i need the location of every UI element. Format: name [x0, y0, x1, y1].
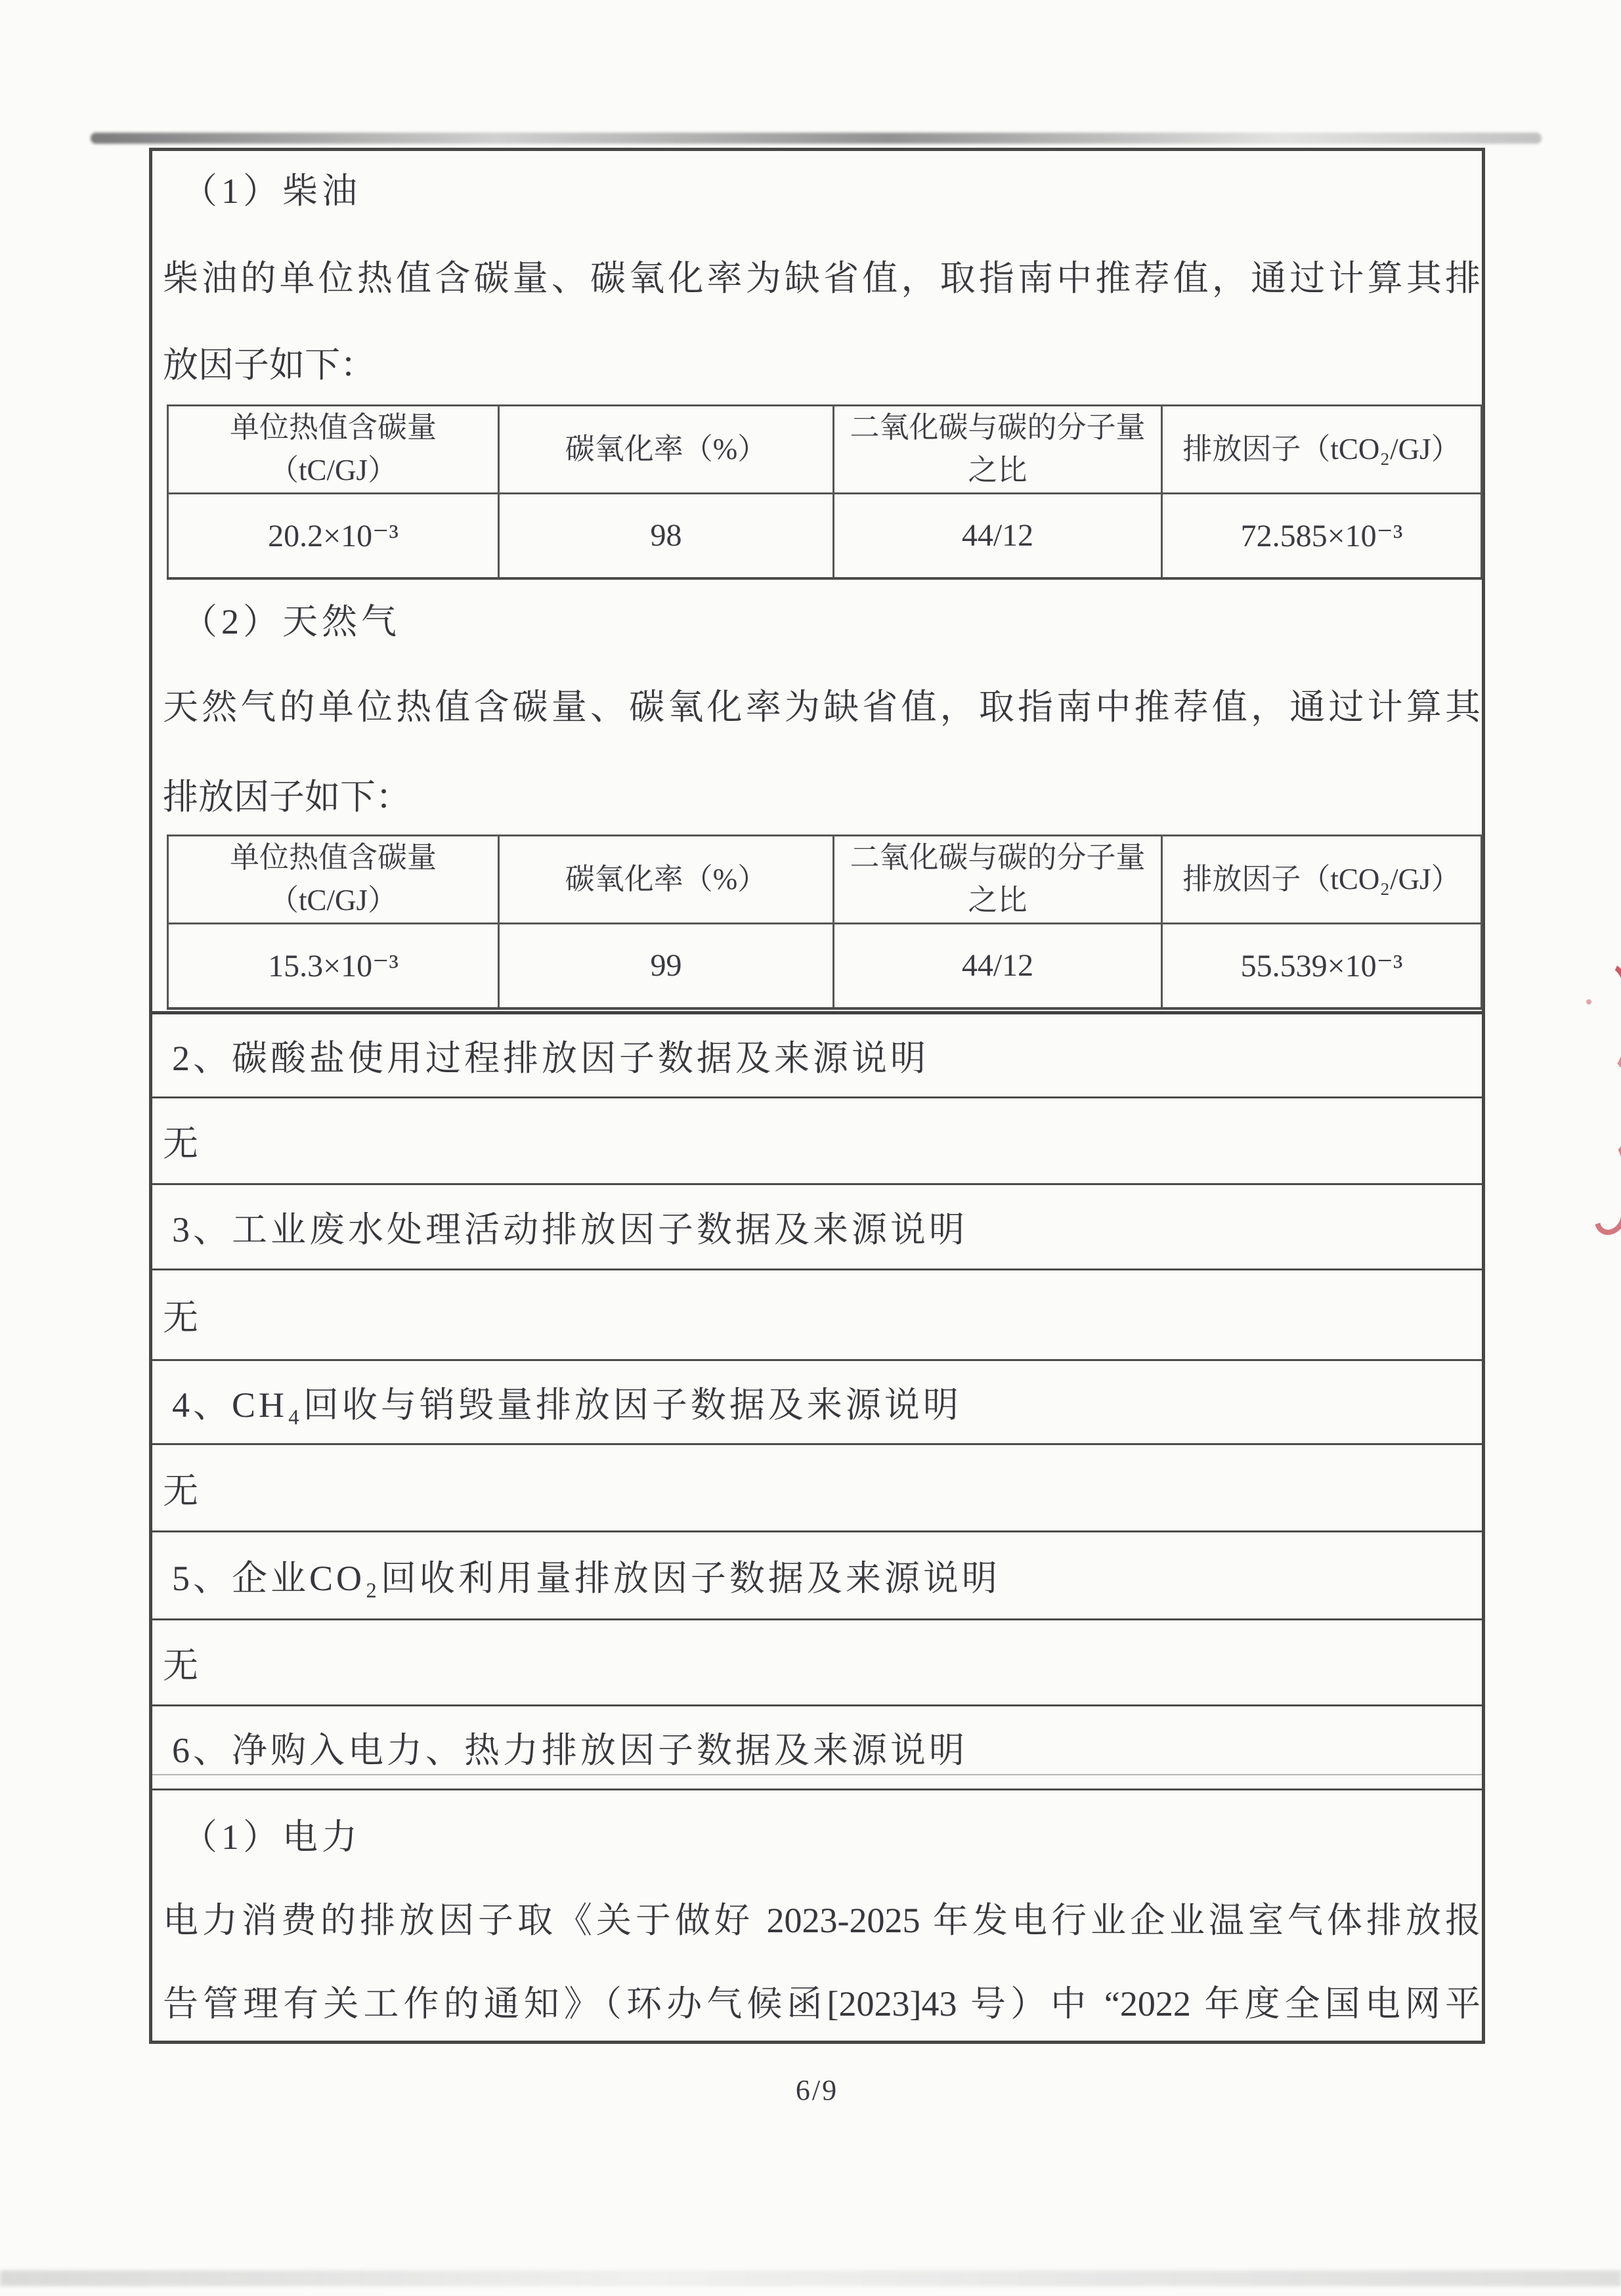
red-stamp-fragment: [1589, 1194, 1621, 1240]
diesel-heading: （1）柴油: [182, 171, 361, 211]
header-co2-carbon-ratio: 二氧化碳与碳的分子量 之比: [834, 406, 1162, 494]
electricity-cell: [152, 1788, 1482, 2041]
section-2-carbonate-title: 2、碳酸盐使用过程排放因子数据及来源说明: [152, 1011, 1482, 1096]
electricity-paragraph-line-1: 电力消费的排放因子取《关于做好 2023-2025 年发电行业企业温室气体排放报: [163, 1901, 1481, 1940]
red-stamp-fragment: [1603, 1033, 1621, 1072]
natural-gas-value-row: [168, 923, 1482, 1008]
diesel-value-row: [168, 493, 1482, 578]
header-co2-carbon-ratio: 二氧化碳与碳的分子量 之比: [834, 836, 1162, 924]
header-carbon-oxidation-rate: 碳氧化率（%）: [499, 836, 834, 924]
red-stamp-speck: [1586, 999, 1591, 1005]
section-5-co2-recovery-content: 无: [152, 1618, 1482, 1704]
section-3-wastewater-content: 无: [152, 1268, 1482, 1359]
natural-gas-heading: （2）天然气: [182, 602, 400, 641]
natural-gas-factor-table: [167, 834, 1482, 1010]
page-number: 6/9: [795, 2074, 839, 2106]
red-stamp-fragment: [1605, 1141, 1621, 1193]
table-header-row: [168, 836, 1482, 924]
header-emission-factor: 排放因子（tCO₂/GJ）: [1162, 406, 1482, 494]
gas-heat-carbon-content: 15.3×10⁻³: [168, 923, 499, 1008]
diesel-paragraph-line-1: 柴油的单位热值含碳量、碳氧化率为缺省值，取指南中推荐值，通过计算其排: [163, 259, 1481, 298]
section-6-purchased-electricity-title: 6、净购入电力、热力排放因子数据及来源说明: [152, 1704, 1482, 1788]
red-stamp-fragment: [1595, 959, 1621, 1009]
fuel-factor-cell: [152, 151, 1482, 1011]
header-carbon-oxidation-rate: 碳氧化率（%）: [499, 406, 834, 494]
natural-gas-paragraph-line-1: 天然气的单位热值含碳量、碳氧化率为缺省值，取指南中推荐值，通过计算其: [163, 687, 1481, 727]
section-2-carbonate-content: 无: [152, 1096, 1482, 1183]
natural-gas-paragraph-line-2: 排放因子如下：: [163, 777, 411, 817]
scan-smudge-top: [91, 133, 1542, 144]
diesel-emission-factor: 72.585×10⁻³: [1162, 493, 1482, 578]
section-5-co2-recovery-title: 5、企业CO₂回收利用量排放因子数据及来源说明: [152, 1530, 1482, 1618]
diesel-factor-table: [167, 404, 1482, 580]
diesel-co2-carbon-ratio: 44/12: [834, 493, 1162, 578]
diesel-heat-carbon-content: 20.2×10⁻³: [168, 493, 499, 578]
diesel-paragraph-line-2: 放因子如下：: [163, 345, 376, 385]
document-frame: [149, 148, 1485, 2044]
gas-emission-factor: 55.539×10⁻³: [1162, 923, 1482, 1008]
section-3-wastewater-title: 3、工业废水处理活动排放因子数据及来源说明: [152, 1183, 1482, 1268]
diesel-carbon-oxidation-rate: 98: [499, 493, 834, 578]
header-emission-factor: 排放因子（tCO₂/GJ）: [1162, 836, 1482, 924]
gas-co2-carbon-ratio: 44/12: [834, 923, 1162, 1008]
electricity-paragraph-line-2: 告管理有关工作的通知》（环办气候函[2023]43 号）中 “2022 年度全国电网平: [163, 1984, 1481, 2024]
header-heat-carbon-content: 单位热值含碳量 （tC/GJ）: [168, 836, 499, 924]
electricity-heading: （1）电力: [182, 1817, 361, 1857]
header-heat-carbon-content: 单位热值含碳量 （tC/GJ）: [168, 406, 499, 494]
section-4-ch4-recovery-title: 4、CH₄回收与销毁量排放因子数据及来源说明: [152, 1359, 1482, 1443]
scan-smudge-bottom: [0, 2270, 1621, 2286]
gas-carbon-oxidation-rate: 99: [499, 923, 834, 1008]
table-header-row: [168, 406, 1482, 494]
section-4-ch4-recovery-content: 无: [152, 1443, 1482, 1530]
